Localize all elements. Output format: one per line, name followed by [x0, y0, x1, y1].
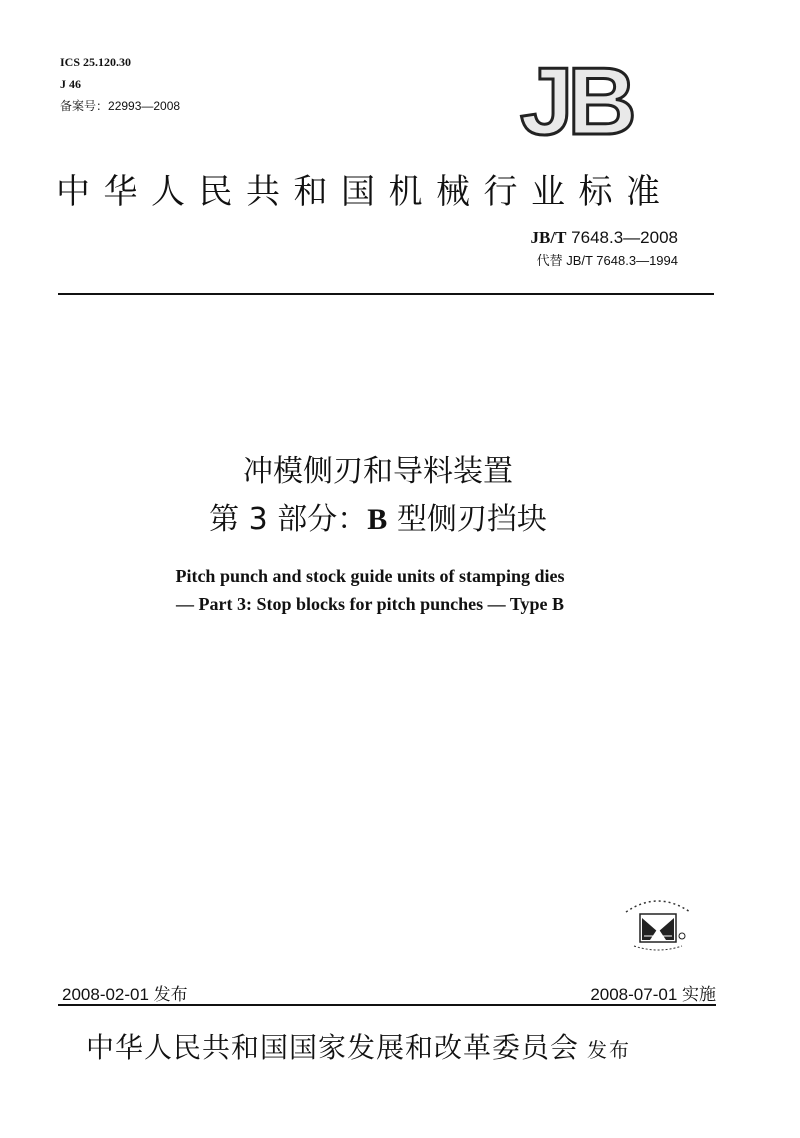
issuer-suffix: 发布 — [587, 1038, 632, 1062]
issuer-name: 中华人民共和国国家发展和改革委员会 — [86, 1031, 580, 1064]
title-zh-part: 第 3 部分： — [209, 502, 368, 537]
implementation-date: 2008-07-01 实施 — [590, 985, 716, 1004]
title-zh-subject: 型侧刃挡块 — [387, 502, 547, 537]
title-en-line1: Pitch punch and stock guide units of stamping dies — [175, 566, 565, 586]
issuing-authority — [86, 1026, 726, 1066]
title-zh-line1: 冲模侧刃和导料装置 — [243, 454, 513, 489]
standard-number-value: 7648.3—2008 — [571, 228, 678, 247]
title-en-line2: — Part 3: Stop blocks for pitch punches — Type B — [175, 594, 565, 614]
record-label: 备案号： — [60, 99, 109, 113]
issue-date: 2008-02-01 发布 — [62, 985, 188, 1004]
record-number — [60, 100, 180, 112]
jb-logo: JB — [520, 48, 631, 155]
ics-code: ICS 25.120.30 — [60, 55, 132, 69]
replaces-standard: 代替 JB/T 7648.3—1994 — [536, 253, 678, 268]
footer-divider — [58, 1004, 716, 1006]
standard-number — [500, 228, 678, 248]
publisher-seal-icon — [620, 888, 696, 952]
title-zh-type: B — [367, 503, 388, 536]
standard-number-prefix: JB/T — [530, 228, 567, 247]
standard-category-title: 中华人民共和国机械行业标准 — [56, 172, 674, 212]
header-divider — [58, 293, 714, 295]
ccs-code: J 46 — [60, 77, 81, 91]
record-value: 22993—2008 — [108, 99, 181, 113]
title-zh-line2 — [0, 494, 756, 538]
